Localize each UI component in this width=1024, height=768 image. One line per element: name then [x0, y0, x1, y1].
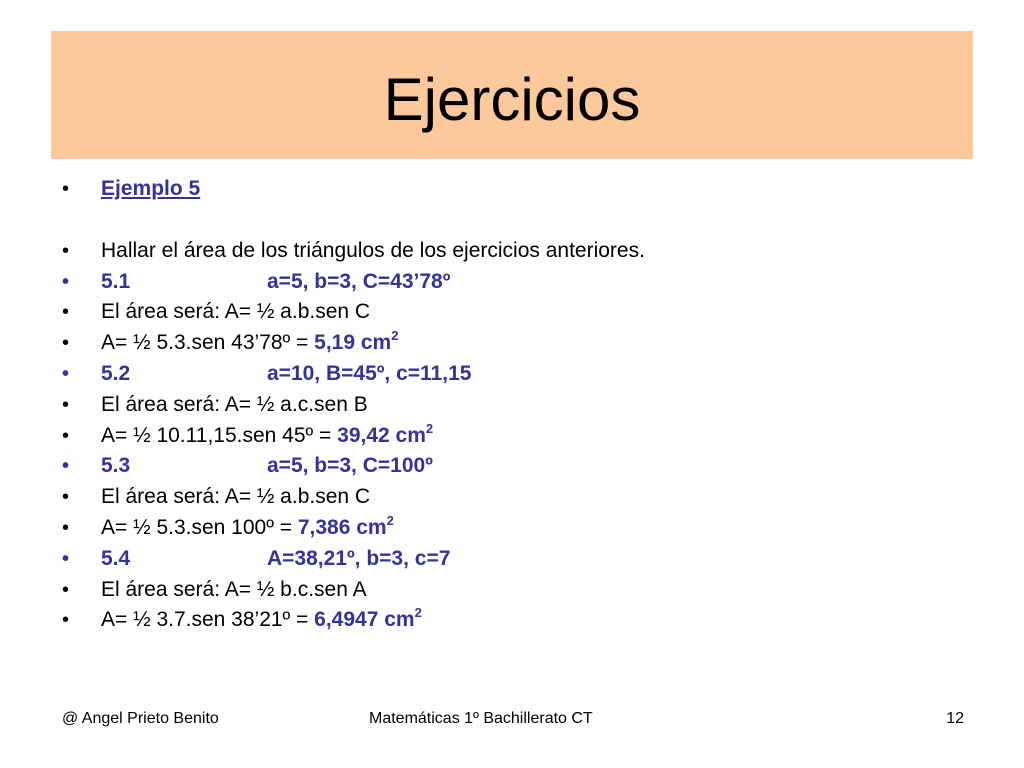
formula-line: [62, 297, 962, 328]
exercise-data: A=38,21º, b=3, c=7: [267, 546, 451, 570]
formula-text: El área será: A= ½ a.b.sen C: [101, 485, 371, 509]
calc-line: [62, 513, 962, 544]
calc-text: A= ½ 5.3.sen 43’78º =: [101, 331, 315, 355]
exercise-header: [62, 451, 962, 482]
bullet-dot: •: [62, 332, 70, 355]
exercise-number: 5.1: [101, 269, 131, 293]
example-heading: Ejemplo 5: [101, 177, 201, 200]
bullet-spacer: [62, 205, 962, 236]
unit-exponent: 2: [391, 328, 399, 344]
unit-exponent: 2: [386, 512, 394, 528]
calc-text: A= ½ 5.3.sen 100º =: [101, 515, 298, 539]
intro-text: Hallar el área de los triángulos de los ejercicios anteriores.: [101, 238, 645, 262]
bullet-dot: •: [62, 270, 70, 293]
exercise-data: a=5, b=3, C=100º: [267, 454, 433, 478]
unit-exponent: 2: [414, 605, 422, 621]
exercise-header: [62, 267, 962, 298]
formula-text: El área será: A= ½ a.b.sen C: [101, 300, 371, 324]
footer-course: Matemáticas 1º Bachillerato CT: [369, 710, 593, 727]
formula-text: El área será: A= ½ a.c.sen B: [101, 392, 368, 416]
unit-exponent: 2: [425, 420, 434, 436]
bullet-dot: •: [62, 178, 70, 200]
exercise-data: a=5, b=3, C=43’78º: [267, 269, 451, 293]
exercise-data: a=10, B=45º, c=11,15: [267, 361, 472, 385]
exercise-header: [62, 544, 962, 575]
calc-result: 6,4947 cm: [314, 608, 415, 632]
formula-line: [62, 575, 962, 606]
bullet-list: [62, 174, 962, 636]
bullet-intro: [62, 236, 962, 267]
formula-line: [62, 482, 962, 513]
formula-text: El área será: A= ½ b.c.sen A: [101, 577, 367, 601]
calc-line: [62, 328, 962, 359]
bullet-dot: •: [62, 486, 70, 509]
calc-text: A= ½ 10.11,15.sen 45º =: [101, 423, 338, 447]
calc-text: A= ½ 3.7.sen 38’21º =: [101, 608, 315, 632]
slide-title: Ejercicios: [383, 65, 641, 133]
bullet-dot: •: [62, 516, 70, 539]
exercise-header: [62, 359, 962, 390]
bullet-dot: •: [62, 455, 70, 478]
calc-result: 5,19 cm: [314, 331, 392, 355]
exercise-number: 5.4: [101, 546, 131, 570]
formula-line: [62, 390, 962, 421]
exercise-number: 5.2: [101, 361, 131, 385]
bullet-dot: •: [62, 393, 70, 416]
bullet-dot: •: [62, 424, 70, 447]
slide-footer: [0, 707, 1024, 731]
calc-result: 39,42 cm: [337, 423, 426, 447]
bullet-dot: •: [62, 547, 70, 570]
bullet-heading: [62, 174, 962, 205]
calc-line: [62, 605, 962, 636]
title-bar: [51, 31, 973, 159]
bullet-dot: •: [62, 578, 70, 601]
bullet-dot: •: [62, 609, 70, 632]
calc-line: [62, 421, 962, 452]
bullet-dot: •: [62, 362, 70, 385]
footer-author: @ Angel Prieto Benito: [62, 710, 219, 727]
page-number: 12: [946, 710, 964, 727]
bullet-dot: •: [62, 301, 70, 324]
calc-result: 7,386 cm: [297, 515, 387, 539]
bullet-dot: •: [62, 239, 70, 262]
exercise-number: 5.3: [101, 454, 131, 478]
